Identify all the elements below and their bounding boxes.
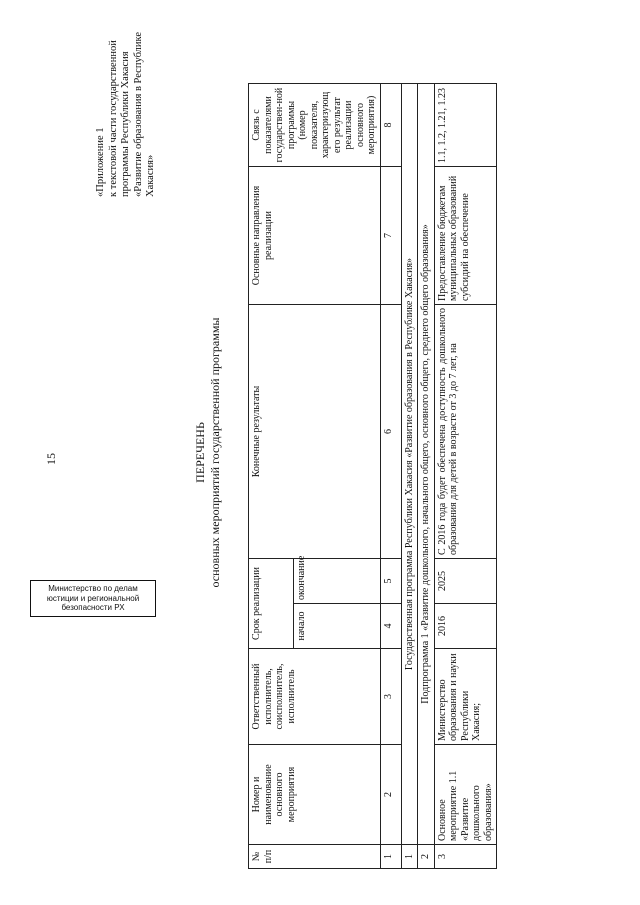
appendix-line: «Приложение 1 <box>95 127 106 197</box>
activity-name: Основное мероприятие 1.1 «Развитие дошкольного образования» <box>434 745 497 845</box>
column-number: 2 <box>380 745 401 845</box>
row-number: 1 <box>401 845 418 869</box>
activity-start: 2016 <box>434 604 497 649</box>
appendix-line: программы Республики Хакасия <box>120 51 131 197</box>
column-number: 3 <box>380 649 401 745</box>
column-number: 4 <box>380 604 401 649</box>
program-row <box>401 84 418 869</box>
header-end: окончание <box>293 559 380 604</box>
appendix-line: к текстовой части государственной <box>107 40 119 197</box>
row-number: 3 <box>434 845 497 869</box>
stamp-line: безопасности РХ <box>61 603 125 612</box>
activity-executor: Министерство образования и науки Республики Хакасия; <box>434 649 497 745</box>
activity-directions: Предоставление бюджетам муниципальных образований субсидий на обеспечение <box>434 167 497 305</box>
activity-end: 2025 <box>434 559 497 604</box>
header-period: Срок реализации <box>249 559 294 649</box>
header-name: Номер и наименование основного мероприятия <box>249 745 381 845</box>
header-executor: Ответственный исполнитель, соисполнитель, исполнитель <box>249 649 381 745</box>
header-link: Связь с показателями государствен-ной программы (номер показателя, характеризующ его результат реализации основного мероприятия) <box>249 84 381 167</box>
header-directions: Основные направления реализации <box>249 167 381 305</box>
subprogram-row <box>418 84 435 869</box>
stamp-line: юстиции и региональной <box>46 593 140 603</box>
column-number: 5 <box>380 559 401 604</box>
column-number: 6 <box>380 305 401 559</box>
table-row <box>434 84 497 869</box>
appendix-note <box>95 7 158 197</box>
activities-table <box>248 83 497 869</box>
header-num: № п/п <box>249 845 381 869</box>
row-number: 2 <box>418 845 435 869</box>
stamp-line: Министерство по делам <box>48 584 138 593</box>
subprogram-title: Подпрограмма 1 «Развитие дошкольного, начального общего, основного общего, среднего общего образования» <box>418 84 435 845</box>
registration-stamp <box>30 580 156 617</box>
header-start: начало <box>293 604 380 649</box>
column-number: 7 <box>380 167 401 305</box>
column-number: 1 <box>380 845 401 869</box>
document-title: ПЕРЕЧЕНЬ <box>193 422 207 483</box>
appendix-line: Хакасия» <box>145 154 156 197</box>
column-number: 8 <box>380 84 401 167</box>
header-results: Конечные результаты <box>249 305 381 559</box>
page-number: 15 <box>44 453 58 465</box>
activity-link: 1.1, 1.2, 1.21, 1.23 <box>434 84 497 167</box>
appendix-line: «Развитие образования в Республике <box>132 31 144 197</box>
activity-results: С 2016 года будет обеспечена доступность дошкольного образования для детей в возрасте от 3 до 7 лет, на <box>434 305 497 559</box>
program-title: Государственная программа Республики Хакасия «Развитие образования в Республике Хакасия» <box>401 84 418 845</box>
column-number-row <box>380 84 401 869</box>
document-subtitle: основных мероприятий государственной программы <box>208 317 222 588</box>
